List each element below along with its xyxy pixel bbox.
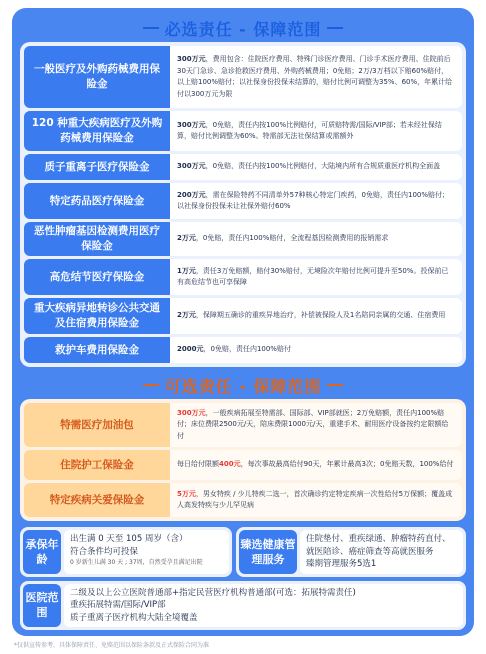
health-service-box (236, 527, 466, 577)
coverage-text: ，责任3万免赔额，赔付30%赔付，无境险次年赔付比例可提升至50%。投保前已有高危结节也可享保障 (177, 266, 449, 286)
optional-section-title (20, 371, 466, 399)
required-title-text: 必选责任 - 保障范围 (164, 19, 322, 39)
coverage-detail (170, 183, 462, 219)
coverage-row (24, 183, 462, 219)
coverage-row (24, 111, 462, 151)
footnote: *仅供宣传参考，具体保障责任、免赔范围以保险条款及正式保险合同为准 (14, 642, 210, 649)
coverage-detail (170, 46, 462, 108)
health-line2: 就医陪诊、癌症筛查等高就医服务 (306, 546, 434, 557)
title-dash-left (143, 27, 159, 29)
coverage-detail (170, 403, 462, 447)
coverage-amount: 400元 (219, 460, 241, 469)
coverage-amount: 2万元 (177, 234, 196, 243)
scope-line2: 重疾拓展特需/国际/VIP部 (70, 600, 166, 610)
info-row (20, 527, 466, 577)
hospital-scope-value (64, 584, 463, 628)
coverage-detail (170, 337, 462, 363)
coverage-row (24, 483, 462, 517)
coverage-amount: 1万元 (177, 266, 196, 275)
coverage-detail (170, 154, 462, 180)
coverage-row (24, 154, 462, 180)
coverage-amount: 2000元 (177, 345, 204, 354)
health-line3: 臻期管理服务5选1 (306, 559, 377, 569)
coverage-detail (170, 298, 462, 334)
coverage-text: ，保障期五确诊的重疾异地治疗，补偿被保险人及1名陪同亲属的交通、住宿费用 (195, 311, 446, 320)
hospital-scope-box (20, 581, 466, 631)
coverage-amount: 300万元 (177, 120, 206, 129)
coverage-detail (170, 259, 462, 295)
coverage-detail (170, 483, 462, 517)
optional-card (20, 399, 466, 521)
coverage-row (24, 403, 462, 447)
coverage-row (24, 337, 462, 363)
coverage-label: 特定疾病关爱保险金 (24, 483, 170, 517)
title-dash-left (143, 384, 159, 386)
coverage-label: 高危结节医疗保险金 (24, 259, 170, 295)
health-service-value (300, 530, 463, 574)
coverage-label: 特定药品医疗保险金 (24, 183, 170, 219)
coverage-label: 重大疾病异地转诊公共交通及住宿费用保险金 (24, 298, 170, 334)
required-card (20, 42, 466, 367)
coverage-text: ，男女特疾 / 少儿特疾二选一，首次确诊约定特定疾病一次性给付5万保额；覆盖成人高发特疾与少儿罕见病 (177, 489, 453, 509)
coverage-text: ，一般疾病拓展至特需部、国际部、VIP部就医；2万免赔额，责任内100%赔付；床位费限2500元/天，陪床费限1000元/天，重建手术、耐用医疗设备按约定限额给付 (177, 408, 449, 440)
coverage-label: 120 种重大疾病医疗及外购药械费用保险金 (24, 111, 170, 151)
title-dash-right (327, 384, 343, 386)
scope-line3: 质子重离子医疗机构大陆全境覆盖 (70, 612, 198, 623)
title-dash-right (327, 27, 343, 29)
coverage-text: ，0免赔，责任内按100%比例赔付，大陆境内所有合规质重医疗机构全面盖 (205, 162, 441, 171)
coverage-text: ，需在保险特药不同清单外57种核心特定门疾药，0免赔，责任内100%赔付；以社保身份投保未让社保外赔付60% (177, 190, 449, 210)
health-service-label: 臻选健康管理服务 (239, 530, 297, 574)
coverage-amount: 2万元 (177, 311, 196, 320)
coverage-label: 质子重离子医疗保险金 (24, 154, 170, 180)
age-value (64, 530, 229, 574)
age-note: 0 岁新生儿满 30 天 ; 37周，自然受孕且满足出院 (70, 559, 203, 566)
scope-line1: 二级及以上公立医院普通部+指定民营医疗机构普通部(可选：拓展特需责任) (70, 587, 356, 598)
coverage-row (24, 259, 462, 295)
coverage-row (24, 450, 462, 480)
coverage-label: 恶性肿瘤基因检测费用医疗保险金 (24, 222, 170, 256)
coverage-detail (170, 222, 462, 256)
coverage-amount: 5万元 (177, 489, 196, 498)
coverage-amount: 200万元 (177, 190, 206, 199)
coverage-text: ，0免赔，责任内100%赔付，全流程基因检测费用的报销需求 (195, 234, 389, 243)
required-section-title (20, 14, 466, 42)
optional-title-text: 可选责任 - 保障范围 (164, 376, 322, 396)
coverage-label: 住院护工保险金 (24, 450, 170, 480)
coverage-label: 一般医疗及外购药械费用保险金 (24, 46, 170, 108)
coverage-detail (170, 111, 462, 151)
age-line1: 出生满 0 天至 105 周岁（含） (70, 534, 188, 544)
coverage-row (24, 46, 462, 108)
coverage-row (24, 222, 462, 256)
content (20, 14, 466, 623)
coverage-amount: 300万元 (177, 408, 206, 417)
coverage-amount: 300万元 (177, 162, 206, 171)
age-label: 承保年龄 (23, 530, 61, 574)
age-box (20, 527, 232, 577)
coverage-row (24, 298, 462, 334)
coverage-label: 救护车费用保险金 (24, 337, 170, 363)
hospital-scope-label: 医院范围 (23, 584, 61, 628)
coverage-text: ，每次事故最高给付90天，年累计最高3次；0免赔天数，100%给付 (240, 460, 454, 469)
coverage-amount: 300万元 (177, 55, 206, 63)
coverage-detail (170, 450, 462, 480)
detail-prefix: 每日给付限额 (177, 460, 219, 469)
age-line2: 符合条件均可投保 (70, 546, 139, 557)
coverage-text: ，0免赔，责任内按100%比例赔付，可质赔特需/国际/VIP部；若未经社保结算，赔付比例调整为60%。特需部无法社保结算或需额外 (177, 120, 442, 140)
coverage-text: ，0免赔，责任内100%赔付 (203, 345, 291, 354)
health-line1: 住院垫付、重疾绿通、肿瘤特药直付、 (306, 534, 451, 544)
coverage-label: 特需医疗加油包 (24, 403, 170, 447)
coverage-text: ，费用包含：住院医疗费用、特殊门诊医疗费用、门诊手术医疗费用、住院前后30天门急诊、急诊抢救医疗费用、外购药械费用；0免赔；2万/3万档以下赔60%赔付，以上赔100%赔付；以社保身份投保未结算的，赔付比例可调整为35%、60%，年累计给付以300万元为限 (177, 55, 453, 98)
